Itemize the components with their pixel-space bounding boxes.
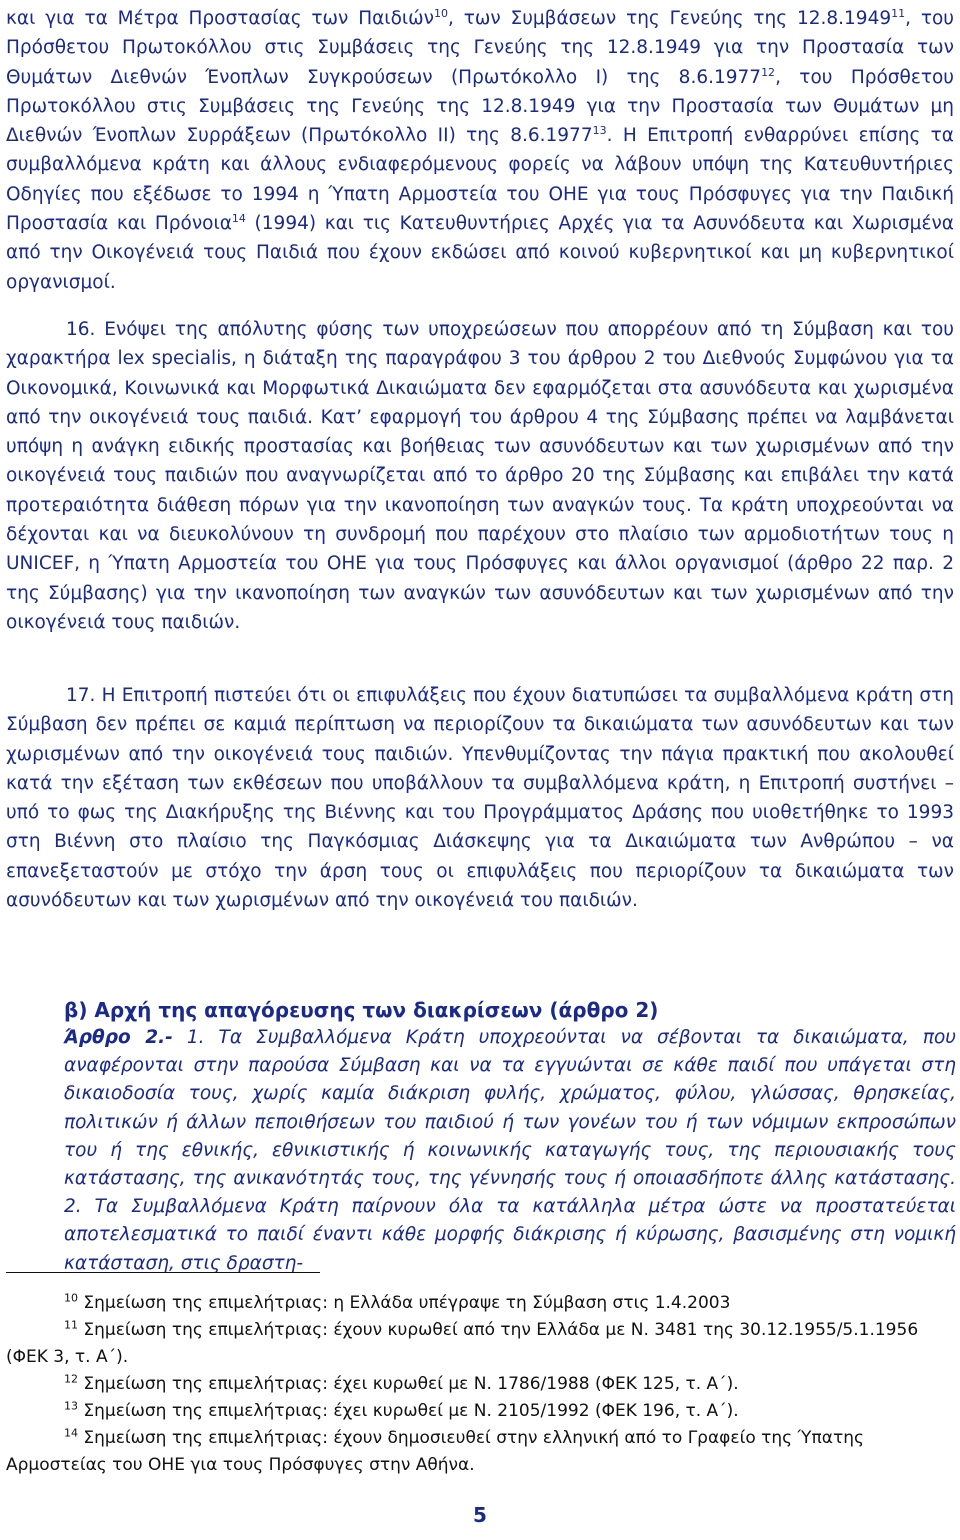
intro-text-3: , του Πρόσθετου Πρωτοκόλλου στις Συμβάσεις της Γενεύης της 12.8.1949 για την Προστασία των Θυμάτων Διεθνών Ένοπλων Συγκρούσεων (Πρωτόκολλο Ι) της 8.6.1977 [6,8,954,88]
footnote-divider [6,1272,320,1273]
footnote-10 [6,1290,954,1317]
footnote-text: Σημείωση της επιμελήτριας: έχουν δημοσιευθεί στην ελληνική από το Γραφείο της Ύπατης Αρμοστείας του ΟΗΕ για τους Πρόσφυγες στην Αθήνα. [6,1428,864,1475]
footnote-11 [6,1317,954,1371]
footnote-number: 14 [64,1426,78,1440]
footnote-12 [6,1371,954,1398]
footnote-ref-12[interactable]: 12 [761,65,776,79]
footnote-text: Σημείωση της επιμελήτριας: η Ελλάδα υπέγραψε τη Σύμβαση στις 1.4.2003 [78,1293,731,1313]
footnote-13 [6,1398,954,1425]
footnote-ref-10[interactable]: 10 [433,6,448,20]
footnote-text: Σημείωση της επιμελήτριας: έχει κυρωθεί με Ν. 2105/1992 (ΦΕΚ 196, τ. Α΄). [78,1401,739,1421]
footnote-number: 10 [64,1291,78,1305]
intro-text-1: και για τα Μέτρα Προστασίας των Παιδιών [6,8,434,29]
article-text: 1. Τα Συμβαλλόμενα Κράτη υποχρεούνται να σέβονται τα δικαιώματα, που αναφέρονται στην παρούσα Σύμβαση και να τα εγγυώνται σε κάθε παιδί που υπάγεται στη δικαιοδοσία τους, χωρίς καμία διάκριση φυλής, χρώματος, φύλου, γλώσσας, θρησκείας, πολιτικών ή άλλων πεποιθήσεων του παιδιού ή των γονέων του ή των νόμιμων εκπροσώπων του ή της εθνικής, εθνικιστικής ή κοινωνικής καταγωγής τους, της περιουσιακής τους κατάστασης, της ανικανότητάς τους, της γέννησής τους ή οποιασδήποτε άλλης κατάστασης. 2. Τα Συμβαλλόμενα Κράτη παίρνουν όλα τα κατάλληλα μέτρα ώστε να προστατεύεται αποτελεσματικά το παιδί έναντι κάθε μορφής διάκρισης ή κύρωσης, βασισμένης στη νομική κατάσταση, στις δραστη- [64,1027,956,1274]
footnote-ref-11[interactable]: 11 [891,6,906,20]
footnotes [6,1290,954,1479]
paragraph-17: 17. Η Επιτροπή πιστεύει ότι οι επιφυλάξεις που έχουν διατυπώσει τα συμβαλλόμενα κράτη στη Σύμβαση δεν πρέπει σε καμιά περίπτωση να περιορίζουν τα δικαιώματα των ασυνόδευτων και των χωρισμένων από την οικογένειά τους παιδιών. Υπενθυμίζοντας την πάγια πρακτική που ακολουθεί κατά την εξέταση των εκθέσεων που υποβάλλουν τα συμβαλλόμενα κράτη, η Επιτροπή συστήνει – υπό το φως της Διακήρυξης της Βιέννης και του Προγράμματος Δράσης που υιοθετήθηκε το 1993 στη Βιέννη στο πλαίσιο της Παγκόσμιας Διάσκεψης για τα Δικαιώματα των Ανθρώπου – να επανεξεταστούν με στόχο την άρση τους οι επιφυλάξεις που περιορίζουν τα δικαιώματα των ασυνόδευτων και των χωρισμένων από την οικογένειά του παιδιών. [6,685,954,912]
intro-text-4: , του Πρόσθετου Πρωτοκόλλου στις Συμβάσεις της Γενεύης της 12.8.1949 για την Προστασία των Θυμάτων μη Διεθνών Ένοπλων Συρράξεων (Πρωτόκολλο ΙΙ) της 8.6.1977 [6,66,954,147]
intro-text-5: . Η Επιτροπή ενθαρρύνει επίσης τα συμβαλλόμενα κράτη και άλλους ενδιαφερόμενους φορείς να λάβουν υπόψη της Κατευθυντήριες Οδηγίες που εξέδωσε το 1994 η Ύπατη Αρμοστεία του ΟΗΕ για τους Πρόσφυγες για την Παιδική Προστασία και Πρόνοια [6,125,954,235]
article-label: Άρθρο 2.- [64,1027,173,1048]
intro-text-6: (1994) και τις Κατευθυντήριες Αρχές για τα Ασυνόδευτα και Χωρισμένα από την Οικογένειά τους Παιδιά που έχουν εκδώσει από κοινού κυβερνητικοί και μη κυβερνητικοί οργανισμοί. [6,213,954,293]
footnote-ref-13[interactable]: 13 [592,124,607,138]
section-heading: β) Αρχή της απαγόρευσης των διακρίσεων (άρθρο 2) [64,998,659,1022]
intro-paragraph [6,4,954,297]
article-2-quote [64,1024,956,1278]
footnote-number: 13 [64,1399,78,1413]
footnote-ref-14[interactable]: 14 [231,211,246,225]
page-number: 5 [473,1503,487,1527]
footnote-number: 11 [64,1318,78,1332]
intro-text-2: , των Συμβάσεων της Γενεύης της 12.8.1949 [447,8,892,29]
paragraph-16: 16. Ενόψει της απόλυτης φύσης των υποχρεώσεων που απορρέουν από τη Σύμβαση και του χαρακτήρα lex specialis, η διάταξη της παραγράφου 3 του άρθρου 2 του Διεθνούς Συμφώνου για τα Οικονομικά, Κοινωνικά και Μορφωτικά Δικαιώματα δεν εφαρμόζεται στα ασυνόδευτα και χωρισμένα από την οικογένειά τους παιδιά. Κατ’ εφαρμογή του άρθρου 4 της Σύμβασης πρέπει να λαμβάνεται υπόψη η ανάγκη ειδικής προστασίας και βοήθειας των ασυνόδευτων και των χωρισμένων από την οικογένειά τους παιδιών που αναγνωρίζεται από το άρθρο 20 της Σύμβασης και επιβάλει την κατά προτεραιότητα διάθεση πόρων για την ικανοποίηση των αναγκών τους. Τα κράτη υποχρεούνται να δέχονται και να διευκολύνουν τη συνδρομή που παρέχουν στο πλαίσιο των αρμοδιοτήτων τους η UNICEF, η Ύπατη Αρμοστεία του ΟΗΕ για τους Πρόσφυγες και άλλοι οργανισμοί (άρθρο 22 παρ. 2 της Σύμβασης) για την ικανοποίηση των αναγκών των ασυνόδευτων και των χωρισμένων από την οικογένειά τους παιδιών. [6,319,954,633]
footnote-text: Σημείωση της επιμελήτριας: έχουν κυρωθεί από την Ελλάδα με Ν. 3481 της 30.12.1955/5.1.1956 (ΦΕΚ 3, τ. Α΄). [6,1320,919,1367]
footnote-text: Σημείωση της επιμελήτριας: έχει κυρωθεί με Ν. 1786/1988 (ΦΕΚ 125, τ. Α΄). [78,1374,739,1394]
footnote-number: 12 [64,1372,78,1386]
footnote-14 [6,1425,954,1479]
